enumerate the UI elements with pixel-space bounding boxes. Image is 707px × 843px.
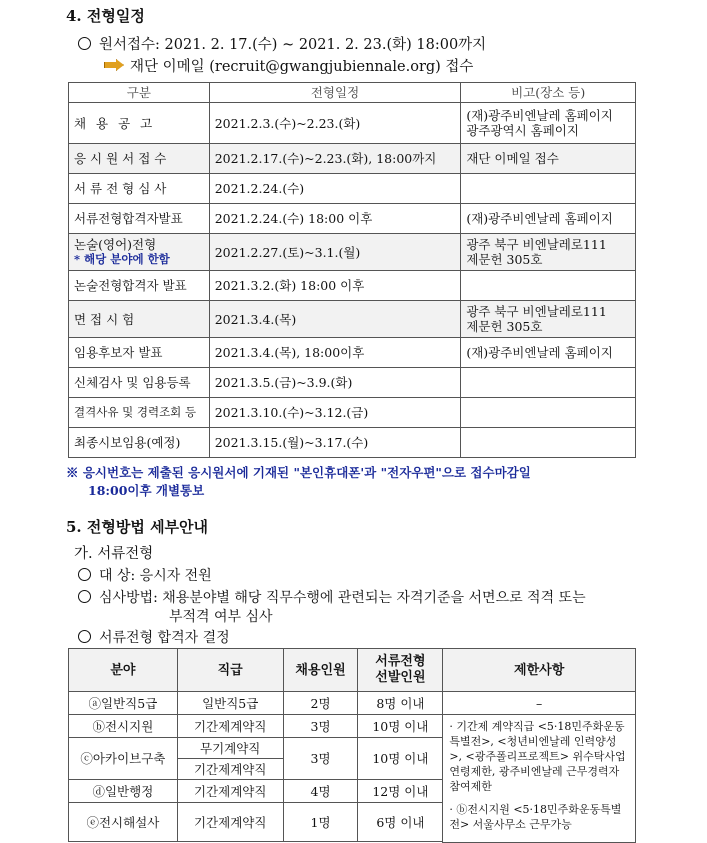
header-cell: 서류전형 선발인원 [358,649,443,692]
table-row: 채 용 공 고 2021.2.3.(수)~2.23.(화) (재)광주비엔날레 홈페이지 광주광역시 홈페이지 [69,103,636,144]
note-text: * 해당 분야에 한함 [74,252,170,266]
apply-line: 원서접수: 2021. 2. 17.(수) ~ 2021. 2. 23.(화) 18:00까지 [78,33,486,54]
warning-line-2: 18:00이후 개별통보 [88,483,205,498]
header-cell: 전형일정 [209,83,461,103]
schedule-table [68,82,636,458]
table-row: 기간제계약직 [69,759,636,780]
table-row: 서류전형합격자발표 2021.2.24.(수) 18:00 이후 (재)광주비엔날레 홈페이지 [69,204,636,234]
table-header-row [69,83,636,103]
circle-bullet-icon [78,590,91,603]
arrow-right-icon [104,59,124,71]
header-cell: 제한사항 [443,649,636,692]
table-row: ⓐ일반직5급 일반직5급 2명 8명 이내 – [69,692,636,715]
method-line-2: 부적격 여부 심사 [169,609,273,625]
decision-line: 서류전형 합격자 결정 [78,627,230,647]
table-row: 최종시보임용(예정) 2021.3.15.(월)~3.17.(수) [69,428,636,458]
header-cell: 비고(장소 등) [461,83,636,103]
table-row: 신체검사 및 임용등록 2021.3.5.(금)~3.9.(화) [69,368,636,398]
table-row: ⓒ아카이브구축 무기계약직 3명 10명 이내 [69,738,636,759]
section-4-title: 4. 전형일정 [66,7,145,25]
limit-notes: · 기간제 계약직급 <5·18민주화운동특별전>, <청년비엔날레 인력양성>, <광주폴리프로젝트> 위수탁사업 연령제한, 광주비엔날레 근무경력자 참여제한 · ⓑ전시지원 <5·18민주화운동특별전> 서울사무소 근무가능 [443,715,636,843]
header-cell: 분야 [69,649,178,692]
circle-bullet-icon [78,568,91,581]
header-cell: 채용인원 [283,649,358,692]
table-row: ⓑ전시지원 기간제계약직 3명 10명 이내 · 기간제 계약직급 <5·18민주화운동특별전>, <청년비엔날레 인력양성>, <광주폴리프로젝트> 위수탁사업 연령제한, 광주비엔날레 근무경력자 참여제한 · ⓑ전시지원 <5·18민주화운동특별전> 서울사무소 근무가능 [69,715,636,738]
target-line: 대 상: 응시자 전원 [78,565,212,585]
header-cell: 직급 [177,649,283,692]
table-row: 응 시 원 서 접 수 2021.2.17.(수)~2.23.(화), 18:00까지 재단 이메일 접수 [69,144,636,174]
table-row: 서 류 전 형 심 사 2021.2.24.(수) [69,174,636,204]
table-row: 임용후보자 발표 2021.3.4.(목), 18:00이후 (재)광주비엔날레 홈페이지 [69,338,636,368]
method-line: 심사방법: 채용분야별 해당 직무수행에 관련되는 자격기준을 서면으로 적격 또는 [78,587,586,607]
header-cell: 구분 [69,83,210,103]
warning-line-1: ※ 응시번호는 제출된 응시원서에 기재된 "본인휴대폰'과 "전자우편"으로 접수마감일 [66,465,531,480]
table-row: 논술(영어)전형 * 해당 분야에 한함 2021.2.27.(토)~3.1.(월) 광주 북구 비엔날레로111 제문헌 305호 [69,234,636,271]
table-header-row [69,649,636,692]
email-line: 재단 이메일 (recruit@gwangjubiennale.org) 접수 [104,55,473,76]
circle-bullet-icon [78,630,91,643]
subsection-title: 가. 서류전형 [74,546,154,562]
table-row: 면 접 시 험 2021.3.4.(목) 광주 북구 비엔날레로111 제문헌 305호 [69,301,636,338]
table-row: 결격사유 및 경력조회 등 2021.3.10.(수)~3.12.(금) [69,398,636,428]
table-row: ⓓ일반행정 기간제계약직 4명 12명 이내 [69,780,636,803]
circle-bullet-icon [78,37,91,50]
table-row: ⓔ전시해설사 기간제계약직 1명 6명 이내 [69,803,636,842]
section-5-title: 5. 전형방법 세부안내 [66,518,209,536]
table-row: 논술전형합격자 발표 2021.3.2.(화) 18:00 이후 [69,271,636,301]
selection-table [68,648,636,843]
